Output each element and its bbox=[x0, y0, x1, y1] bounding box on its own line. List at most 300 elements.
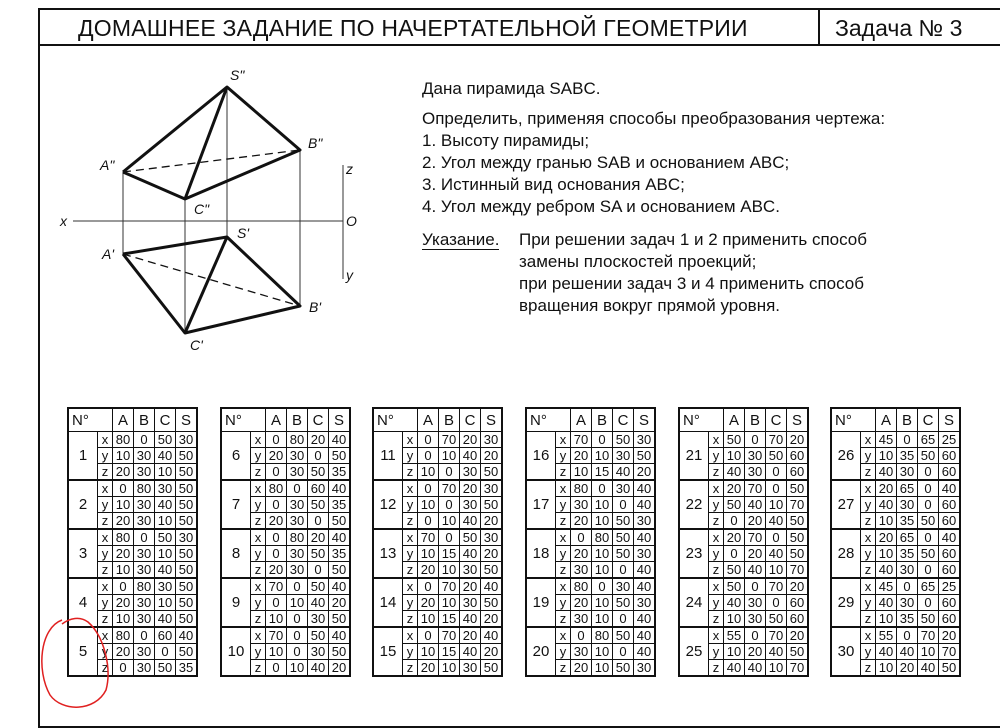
coordinate-cell: 80 bbox=[571, 578, 592, 595]
axis-label: x bbox=[98, 627, 113, 644]
coordinate-cell: 30 bbox=[134, 611, 155, 628]
coordinate-cell: 30 bbox=[308, 644, 329, 660]
coordinate-cell: 20 bbox=[481, 611, 503, 628]
variant-number: 20 bbox=[526, 627, 556, 676]
axis-label: y bbox=[98, 448, 113, 464]
axis-label: z bbox=[556, 464, 571, 481]
variant-number: 23 bbox=[679, 529, 709, 578]
variants-table bbox=[525, 407, 656, 677]
coordinate-cell: 40 bbox=[939, 480, 961, 497]
axis-label: z bbox=[403, 660, 418, 677]
coordinate-cell: 10 bbox=[113, 562, 134, 579]
task-number: Задача № 3 bbox=[835, 15, 963, 41]
coordinate-cell: 30 bbox=[176, 529, 198, 546]
coordinate-cell: 40 bbox=[634, 578, 656, 595]
header-point: C bbox=[918, 408, 939, 432]
coordinate-cell: 20 bbox=[897, 660, 918, 677]
coordinate-cell: 0 bbox=[897, 432, 918, 448]
coordinate-cell: 50 bbox=[918, 546, 939, 562]
coordinate-cell: 20 bbox=[113, 546, 134, 562]
variant-number: 24 bbox=[679, 578, 709, 627]
coordinate-cell: 30 bbox=[571, 644, 592, 660]
coordinate-cell: 0 bbox=[134, 432, 155, 448]
coordinate-cell: 55 bbox=[724, 627, 745, 644]
coordinate-cell: 40 bbox=[308, 660, 329, 677]
coordinate-cell: 40 bbox=[634, 480, 656, 497]
axis-label: x bbox=[861, 578, 876, 595]
coordinate-cell: 50 bbox=[724, 562, 745, 579]
coordinate-cell: 70 bbox=[439, 480, 460, 497]
coordinate-cell: 50 bbox=[787, 644, 809, 660]
coordinate-cell: 0 bbox=[113, 578, 134, 595]
axis-label: x bbox=[861, 529, 876, 546]
coordinate-cell: 70 bbox=[266, 578, 287, 595]
coordinate-cell: 40 bbox=[460, 448, 481, 464]
coordinate-cell: 10 bbox=[876, 611, 897, 628]
coordinate-cell: 40 bbox=[876, 644, 897, 660]
coordinate-cell: 40 bbox=[308, 595, 329, 611]
axis-label: z bbox=[251, 562, 266, 579]
coordinate-cell: 50 bbox=[176, 480, 198, 497]
coordinate-cell: 25 bbox=[939, 578, 961, 595]
coordinate-cell: 0 bbox=[418, 578, 439, 595]
coordinate-cell: 0 bbox=[745, 432, 766, 448]
table-row bbox=[68, 578, 197, 595]
table-row bbox=[221, 529, 350, 546]
axis-label: x bbox=[251, 480, 266, 497]
coordinate-cell: 15 bbox=[592, 464, 613, 481]
coordinate-cell: 0 bbox=[439, 464, 460, 481]
coordinate-cell: 0 bbox=[418, 627, 439, 644]
coordinate-cell: 60 bbox=[308, 480, 329, 497]
table-row bbox=[831, 627, 960, 644]
coordinate-cell: 0 bbox=[897, 578, 918, 595]
coordinate-cell: 20 bbox=[745, 513, 766, 530]
axis-label: y bbox=[251, 595, 266, 611]
axis-label: y bbox=[251, 448, 266, 464]
coordinate-cell: 20 bbox=[571, 513, 592, 530]
label-z: z bbox=[346, 161, 353, 177]
label-o: O bbox=[346, 213, 357, 229]
table-row bbox=[831, 578, 960, 595]
header-point: C bbox=[155, 408, 176, 432]
axis-label: y bbox=[709, 497, 724, 513]
axis-label: z bbox=[98, 660, 113, 677]
variant-number: 25 bbox=[679, 627, 709, 676]
label-s2: S" bbox=[230, 67, 245, 83]
axis-label: x bbox=[556, 627, 571, 644]
coordinate-cell: 70 bbox=[766, 432, 787, 448]
axis-label: x bbox=[556, 578, 571, 595]
coordinate-cell: 40 bbox=[634, 611, 656, 628]
coordinate-cell: 80 bbox=[113, 529, 134, 546]
note-line: при решении задач 3 и 4 применить способ bbox=[519, 274, 864, 293]
coordinate-cell: 20 bbox=[266, 562, 287, 579]
label-s1: S' bbox=[237, 225, 250, 241]
coordinate-cell: 20 bbox=[481, 546, 503, 562]
coordinate-cell: 20 bbox=[787, 578, 809, 595]
header-point: C bbox=[308, 408, 329, 432]
coordinate-cell: 0 bbox=[766, 529, 787, 546]
header-point: A bbox=[266, 408, 287, 432]
axis-label: x bbox=[98, 578, 113, 595]
axis-label: z bbox=[98, 611, 113, 628]
coordinate-cell: 20 bbox=[113, 464, 134, 481]
coordinate-cell: 10 bbox=[266, 644, 287, 660]
coordinate-cell: 0 bbox=[418, 480, 439, 497]
coordinate-cell: 0 bbox=[592, 480, 613, 497]
coordinate-cell: 20 bbox=[745, 546, 766, 562]
coordinate-cell: 10 bbox=[113, 497, 134, 513]
header-point: B bbox=[134, 408, 155, 432]
coordinate-cell: 50 bbox=[766, 448, 787, 464]
coordinate-cell: 0 bbox=[266, 529, 287, 546]
coordinate-cell: 30 bbox=[460, 562, 481, 579]
coordinate-cell: 0 bbox=[918, 464, 939, 481]
coordinate-cell: 25 bbox=[939, 432, 961, 448]
coordinate-cell: 30 bbox=[460, 497, 481, 513]
variants-table bbox=[830, 407, 961, 677]
header-number: N° bbox=[526, 408, 571, 432]
note-line: замены плоскостей проекций; bbox=[519, 252, 757, 271]
coordinate-cell: 20 bbox=[481, 644, 503, 660]
axis-label: z bbox=[98, 464, 113, 481]
table-row bbox=[373, 529, 502, 546]
coordinate-cell: 0 bbox=[766, 464, 787, 481]
coordinate-cell: 20 bbox=[460, 578, 481, 595]
coordinate-cell: 50 bbox=[329, 513, 351, 530]
coordinate-cell: 0 bbox=[592, 432, 613, 448]
coordinate-cell: 40 bbox=[329, 480, 351, 497]
label-a2: A" bbox=[100, 157, 115, 173]
coordinate-cell: 30 bbox=[613, 448, 634, 464]
table-row bbox=[221, 480, 350, 497]
coordinate-cell: 60 bbox=[939, 546, 961, 562]
coordinate-cell: 20 bbox=[481, 448, 503, 464]
variant-number: 19 bbox=[526, 578, 556, 627]
coordinate-cell: 40 bbox=[766, 513, 787, 530]
axis-label: x bbox=[709, 432, 724, 448]
axis-label: y bbox=[556, 448, 571, 464]
coordinate-cell: 10 bbox=[287, 660, 308, 677]
coordinate-cell: 20 bbox=[329, 660, 351, 677]
coordinate-cell: 0 bbox=[134, 529, 155, 546]
variant-number: 9 bbox=[221, 578, 251, 627]
coordinate-cell: 40 bbox=[460, 644, 481, 660]
coordinate-cell: 50 bbox=[308, 578, 329, 595]
coordinate-cell: 50 bbox=[613, 627, 634, 644]
table-row bbox=[373, 627, 502, 644]
coordinate-cell: 50 bbox=[613, 529, 634, 546]
coordinate-cell: 40 bbox=[724, 595, 745, 611]
header-point: S bbox=[329, 408, 351, 432]
note-line: вращения вокруг прямой уровня. bbox=[519, 296, 781, 315]
header-point: B bbox=[745, 408, 766, 432]
coordinate-cell: 10 bbox=[766, 562, 787, 579]
coordinate-cell: 30 bbox=[897, 497, 918, 513]
coordinate-cell: 20 bbox=[308, 529, 329, 546]
coordinate-cell: 0 bbox=[724, 546, 745, 562]
axis-label: y bbox=[403, 448, 418, 464]
axis-label: x bbox=[403, 578, 418, 595]
coordinate-cell: 40 bbox=[481, 627, 503, 644]
coordinate-cell: 10 bbox=[439, 595, 460, 611]
coordinate-cell: 60 bbox=[939, 497, 961, 513]
header-point: C bbox=[613, 408, 634, 432]
coordinate-cell: 40 bbox=[766, 546, 787, 562]
coordinate-cell: 70 bbox=[745, 529, 766, 546]
coordinate-cell: 40 bbox=[876, 562, 897, 579]
coordinate-cell: 50 bbox=[176, 546, 198, 562]
coordinate-cell: 30 bbox=[571, 562, 592, 579]
coordinate-cell: 40 bbox=[634, 627, 656, 644]
coordinate-cell: 60 bbox=[787, 448, 809, 464]
coordinate-cell: 70 bbox=[439, 578, 460, 595]
coordinate-cell: 40 bbox=[918, 660, 939, 677]
coordinate-cell: 0 bbox=[613, 562, 634, 579]
coordinate-cell: 10 bbox=[571, 464, 592, 481]
coordinate-cell: 50 bbox=[460, 529, 481, 546]
horizontal-projection bbox=[123, 237, 300, 333]
coordinate-cell: 55 bbox=[876, 627, 897, 644]
axis-label: y bbox=[861, 448, 876, 464]
coordinate-cell: 35 bbox=[329, 464, 351, 481]
coordinate-cell: 40 bbox=[634, 562, 656, 579]
coordinate-cell: 40 bbox=[329, 432, 351, 448]
table-row bbox=[373, 432, 502, 448]
coordinate-cell: 60 bbox=[155, 627, 176, 644]
axis-label: z bbox=[556, 562, 571, 579]
header-point: B bbox=[897, 408, 918, 432]
task-item-4: 4. Угол между ребром SA и основанием ABC. bbox=[422, 197, 780, 216]
coordinate-cell: 20 bbox=[634, 464, 656, 481]
coordinate-cell: 35 bbox=[897, 513, 918, 530]
coordinate-cell: 0 bbox=[418, 513, 439, 530]
axis-label: z bbox=[709, 562, 724, 579]
coordinate-cell: 30 bbox=[287, 448, 308, 464]
coordinate-cell: 10 bbox=[592, 660, 613, 677]
coordinate-cell: 0 bbox=[918, 529, 939, 546]
coordinate-cell: 30 bbox=[134, 464, 155, 481]
axis-label: z bbox=[251, 660, 266, 677]
table-row bbox=[526, 529, 655, 546]
coordinate-cell: 30 bbox=[134, 644, 155, 660]
coordinate-cell: 10 bbox=[876, 513, 897, 530]
coordinate-cell: 30 bbox=[745, 448, 766, 464]
coordinate-cell: 0 bbox=[266, 546, 287, 562]
coordinate-cell: 0 bbox=[613, 611, 634, 628]
coordinate-cell: 10 bbox=[439, 513, 460, 530]
coordinate-cell: 40 bbox=[329, 578, 351, 595]
coordinate-cell: 70 bbox=[439, 432, 460, 448]
table-header-row bbox=[221, 408, 350, 432]
coordinate-cell: 0 bbox=[918, 497, 939, 513]
coordinate-cell: 30 bbox=[571, 611, 592, 628]
coordinate-cell: 0 bbox=[613, 644, 634, 660]
axis-label: y bbox=[98, 644, 113, 660]
table-row bbox=[68, 627, 197, 644]
coordinate-cell: 0 bbox=[766, 595, 787, 611]
coordinate-cell: 60 bbox=[787, 464, 809, 481]
coordinate-cell: 30 bbox=[460, 595, 481, 611]
axis-label: y bbox=[251, 546, 266, 562]
variant-number: 13 bbox=[373, 529, 403, 578]
coordinate-cell: 10 bbox=[876, 546, 897, 562]
coordinate-cell: 50 bbox=[724, 578, 745, 595]
coordinate-cell: 10 bbox=[418, 497, 439, 513]
coordinate-cell: 50 bbox=[176, 644, 198, 660]
coordinate-cell: 50 bbox=[613, 546, 634, 562]
coordinate-cell: 80 bbox=[592, 627, 613, 644]
coordinate-cell: 0 bbox=[266, 595, 287, 611]
coordinate-cell: 30 bbox=[287, 562, 308, 579]
coordinate-cell: 0 bbox=[897, 627, 918, 644]
label-b2: B" bbox=[308, 135, 323, 151]
header-point: A bbox=[113, 408, 134, 432]
coordinate-cell: 40 bbox=[876, 497, 897, 513]
coordinate-cell: 30 bbox=[481, 480, 503, 497]
coordinate-cell: 0 bbox=[418, 432, 439, 448]
coordinate-cell: 10 bbox=[724, 644, 745, 660]
axis-label: y bbox=[98, 595, 113, 611]
coordinate-cell: 20 bbox=[939, 627, 961, 644]
table-row bbox=[679, 432, 808, 448]
coordinate-cell: 50 bbox=[329, 562, 351, 579]
coordinate-cell: 50 bbox=[724, 497, 745, 513]
coordinate-cell: 10 bbox=[418, 546, 439, 562]
variant-number: 6 bbox=[221, 432, 251, 481]
axis-label: x bbox=[709, 578, 724, 595]
determine-text: Определить, применяя способы преобразования чертежа: bbox=[422, 109, 886, 128]
header-point: C bbox=[460, 408, 481, 432]
axis-label: z bbox=[251, 611, 266, 628]
coordinate-cell: 10 bbox=[418, 611, 439, 628]
variant-number: 16 bbox=[526, 432, 556, 481]
table-row bbox=[831, 480, 960, 497]
coordinate-cell: 50 bbox=[481, 562, 503, 579]
table-row bbox=[68, 529, 197, 546]
coordinate-cell: 40 bbox=[634, 497, 656, 513]
axis-label: z bbox=[861, 464, 876, 481]
axis-label: x bbox=[251, 627, 266, 644]
coordinate-cell: 0 bbox=[571, 529, 592, 546]
label-c2: C" bbox=[194, 201, 210, 217]
label-a1: A' bbox=[102, 246, 115, 262]
note-line: При решении задач 1 и 2 применить способ bbox=[519, 230, 867, 249]
variant-number: 7 bbox=[221, 480, 251, 529]
coordinate-cell: 30 bbox=[134, 448, 155, 464]
coordinate-cell: 10 bbox=[155, 595, 176, 611]
coordinate-cell: 0 bbox=[287, 611, 308, 628]
header-point: S bbox=[787, 408, 809, 432]
table-row bbox=[679, 480, 808, 497]
coordinate-cell: 40 bbox=[897, 644, 918, 660]
coordinate-cell: 60 bbox=[939, 448, 961, 464]
coordinate-cell: 70 bbox=[571, 432, 592, 448]
axis-label: y bbox=[403, 644, 418, 660]
coordinate-cell: 40 bbox=[876, 595, 897, 611]
table-row bbox=[831, 432, 960, 448]
variant-number: 30 bbox=[831, 627, 861, 676]
label-c1: C' bbox=[190, 337, 203, 353]
coordinate-cell: 50 bbox=[329, 611, 351, 628]
coordinate-cell: 0 bbox=[571, 627, 592, 644]
coordinate-cell: 20 bbox=[745, 644, 766, 660]
coordinate-cell: 20 bbox=[571, 448, 592, 464]
coordinate-cell: 80 bbox=[134, 578, 155, 595]
table-row bbox=[526, 432, 655, 448]
variant-number: 18 bbox=[526, 529, 556, 578]
coordinate-cell: 40 bbox=[481, 578, 503, 595]
coordinate-cell: 50 bbox=[613, 660, 634, 677]
coordinate-cell: 40 bbox=[460, 611, 481, 628]
coordinate-cell: 0 bbox=[113, 480, 134, 497]
coordinate-cell: 70 bbox=[266, 627, 287, 644]
coordinate-cell: 80 bbox=[266, 480, 287, 497]
coordinate-cell: 10 bbox=[592, 497, 613, 513]
note-key: Указание. bbox=[422, 230, 500, 249]
header-point: C bbox=[766, 408, 787, 432]
coordinate-cell: 30 bbox=[287, 513, 308, 530]
coordinate-cell: 30 bbox=[287, 497, 308, 513]
task-item-3: 3. Истинный вид основания ABC; bbox=[422, 175, 685, 194]
coordinate-cell: 40 bbox=[176, 627, 198, 644]
axis-label: y bbox=[403, 497, 418, 513]
axis-label: x bbox=[709, 529, 724, 546]
coordinate-cell: 0 bbox=[155, 644, 176, 660]
coordinate-cell: 0 bbox=[287, 480, 308, 497]
note-block bbox=[422, 229, 867, 315]
coordinate-cell: 20 bbox=[418, 595, 439, 611]
coordinate-cell: 30 bbox=[745, 595, 766, 611]
coordinate-cell: 70 bbox=[939, 644, 961, 660]
table-row bbox=[221, 578, 350, 595]
coordinate-cell: 30 bbox=[634, 513, 656, 530]
table-header-row bbox=[831, 408, 960, 432]
axis-label: y bbox=[556, 497, 571, 513]
coordinate-cell: 70 bbox=[787, 562, 809, 579]
coordinate-cell: 20 bbox=[266, 513, 287, 530]
header-point: S bbox=[634, 408, 656, 432]
coordinate-cell: 0 bbox=[439, 497, 460, 513]
coordinate-cell: 40 bbox=[745, 562, 766, 579]
coordinate-cell: 20 bbox=[724, 480, 745, 497]
coordinate-cell: 40 bbox=[460, 546, 481, 562]
axis-label: y bbox=[251, 497, 266, 513]
coordinate-cell: 30 bbox=[613, 480, 634, 497]
axis-label: x bbox=[251, 432, 266, 448]
coordinate-cell: 20 bbox=[418, 562, 439, 579]
variant-number: 11 bbox=[373, 432, 403, 481]
coordinate-cell: 10 bbox=[439, 660, 460, 677]
coordinate-cell: 65 bbox=[918, 432, 939, 448]
axis-label: x bbox=[709, 627, 724, 644]
variant-number: 2 bbox=[68, 480, 98, 529]
axis-label: z bbox=[251, 513, 266, 530]
coordinate-cell: 40 bbox=[155, 448, 176, 464]
coordinate-cell: 20 bbox=[460, 432, 481, 448]
axis-label: z bbox=[709, 464, 724, 481]
header-point: B bbox=[287, 408, 308, 432]
header-point: A bbox=[876, 408, 897, 432]
coordinate-cell: 30 bbox=[634, 432, 656, 448]
coordinate-cell: 10 bbox=[287, 595, 308, 611]
coordinate-cell: 0 bbox=[134, 627, 155, 644]
table-row bbox=[679, 529, 808, 546]
axis-label: x bbox=[98, 480, 113, 497]
coordinate-cell: 20 bbox=[266, 448, 287, 464]
variant-number: 5 bbox=[68, 627, 98, 676]
